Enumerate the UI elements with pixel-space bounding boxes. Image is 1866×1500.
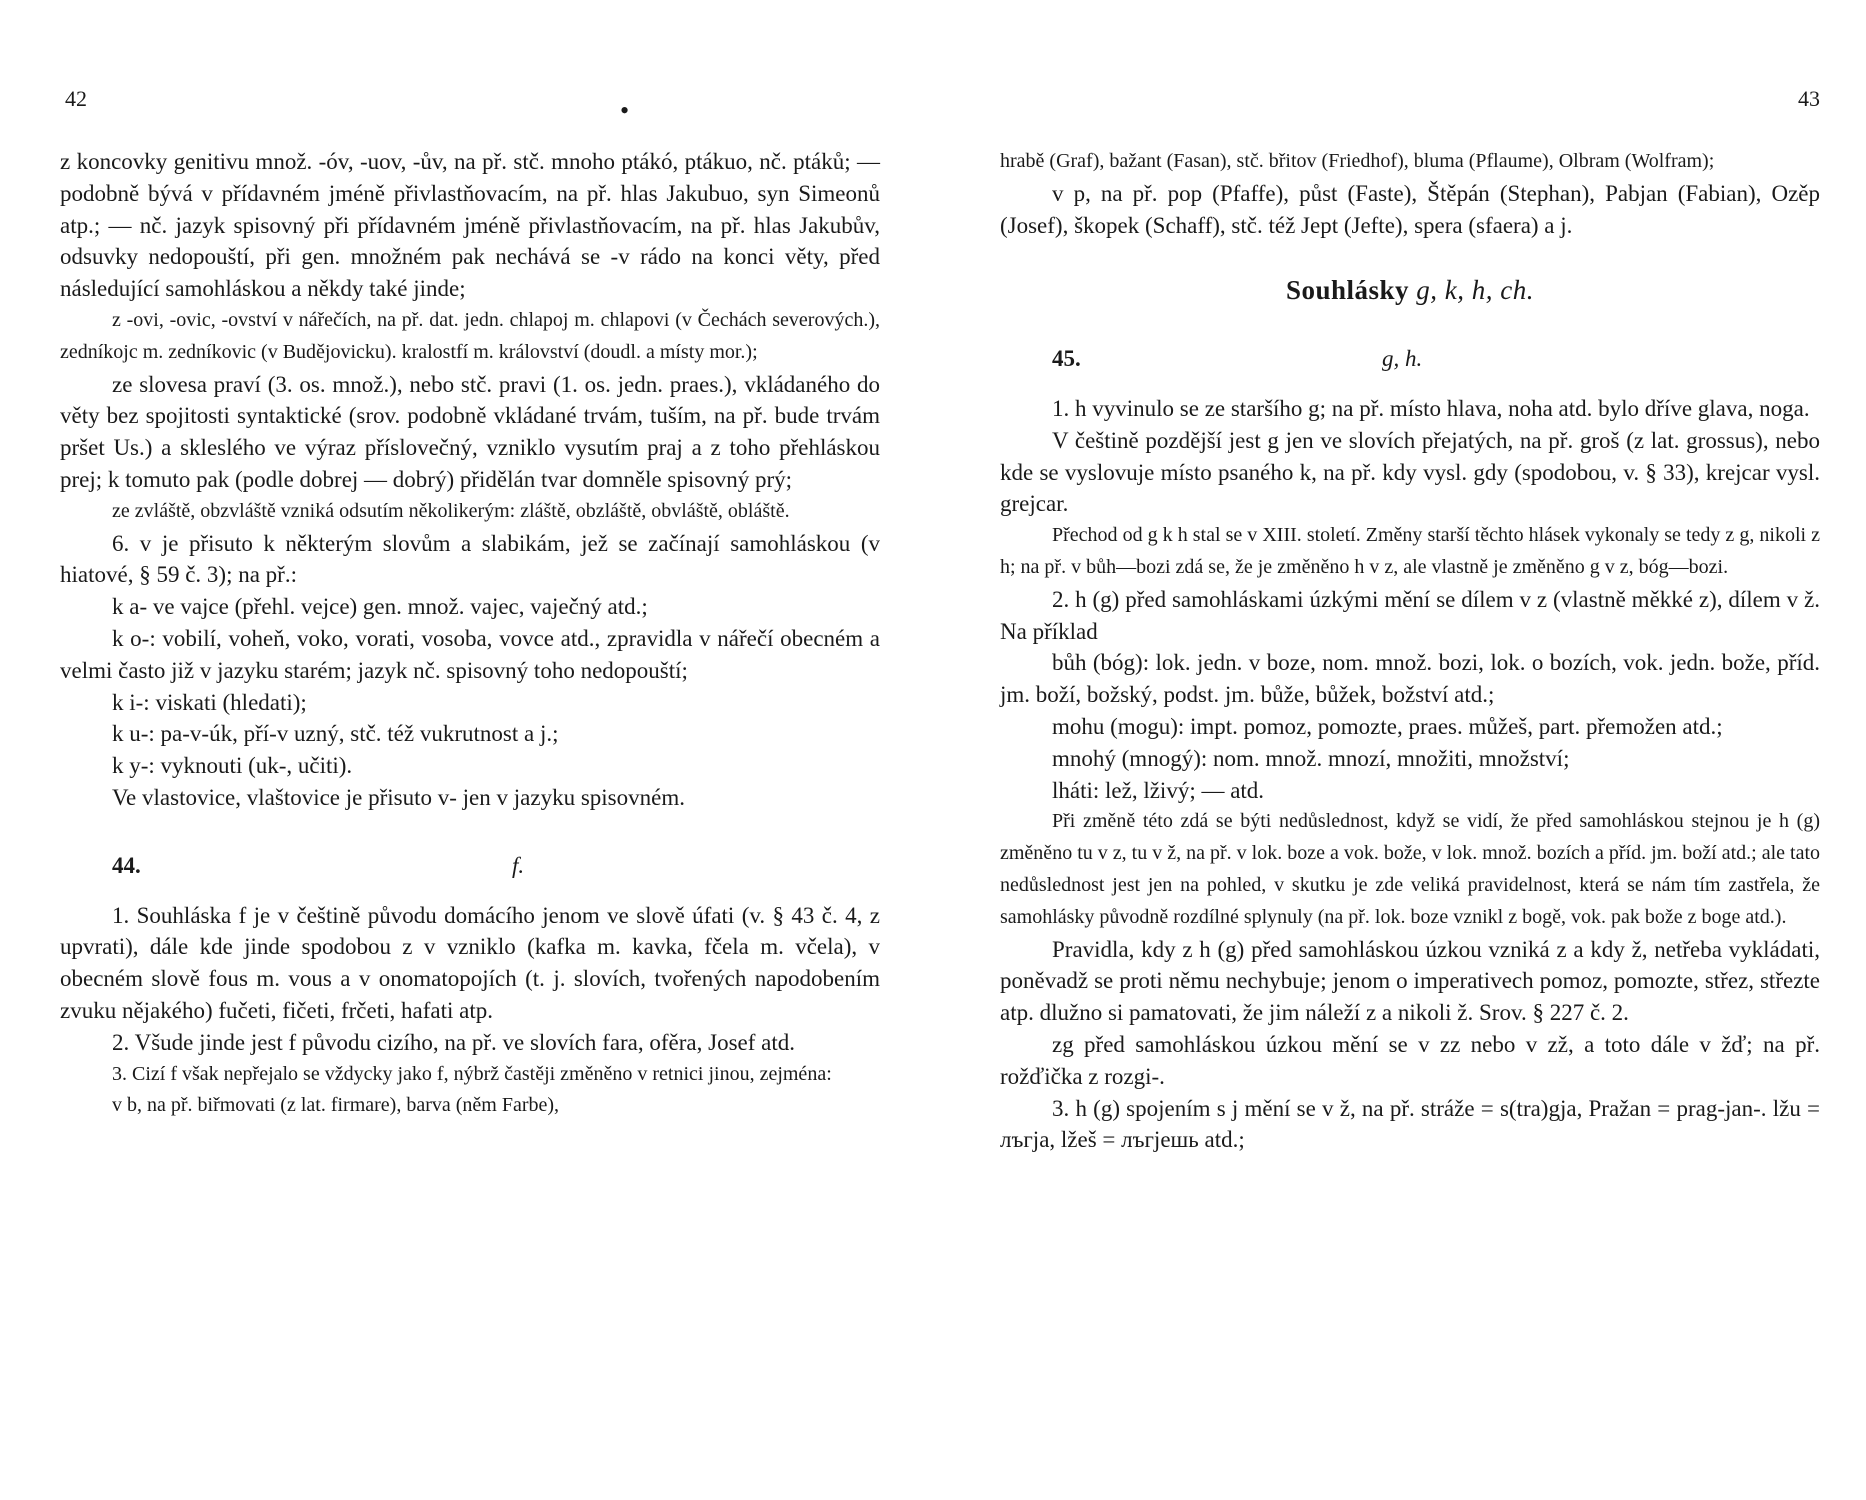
paragraph: 3. h (g) spojením s j mění se v ž, na př. stráže = s(tra)gja, Pražan = prag-jan-. lžu = лъгја, lžeš = лъгјешь atd.;: [1000, 1095, 1820, 1153]
paragraph: Pravidla, kdy z h (g) před samohláskou úzkou vzniká z a kdy ž, netřeba vykládati, poněvadž se proti němu nechybuje; jenom o imperativech pomoz, pomozte, střez, střezte atp. dlužno si pamatovati, že jim náleží z a nikoli ž. Srov. § 227 č. 2.: [1000, 936, 1820, 1026]
paragraph: lháti: lež, lživý; — atd.: [1052, 777, 1265, 803]
paragraph: bůh (bóg): lok. jedn. v boze, nom. množ. bozi, lok. o bozích, vok. jedn. bože, příd. jm. boží, božský, podst. jm. bůže, bůžek, božství atd.;: [1000, 650, 1820, 708]
section-letter: f.: [512, 852, 525, 878]
paragraph: Při změně této zdá se býti nedůslednost, když se vidí, že před samohláskou stejnou je h (g) změněno tu v z, tu v ž, na př. v lok. boze a vok. bože, v lok. množ. bozích a příd. jm. boží atd.; ale tato nedůslednost jest jen na pohled, v skutku je zde veliká pravidelnost, která se nám tím zastřela, že samohlásky původně rozdílné splynuly (na př. lok. boze vznikl z bogě, vok. pak bože z boge atd.).: [1000, 810, 1820, 928]
section-heading-45: [1000, 343, 1820, 375]
paragraph: z koncovky genitivu množ. -óv, -uov, -ův, na př. stč. mnoho ptákó, ptákuo, nč. ptáků; — podobně bývá v přídavném jméně přivlastňovacím, na př. hlas Jakubuo, syn Simeonů atp.; — nč. jazyk spisovný při přídavném jméně přivlastňovacím, na př. hlas Jakubův, odsuvky nedopouští, při gen. množném pak nechává se -v rádo na konci věty, před následující samohláskou a někdy také jinde;: [60, 149, 880, 302]
paragraph: ze slovesa praví (3. os. množ.), nebo stč. pravi (1. os. jedn. praes.), vkládaného do věty bez spojitosti syntaktické (srov. podobně vkládané trvám, tuším, na př. bude trvám pršet Us.) a skleslého ve výraz příslovečný, vzniklo vysutím praj a z toho přehláskou prej; k tomuto pak (podle dobrej — dobrý) přidělán tvar domněle spisovný prý;: [60, 371, 880, 492]
paragraph: zg před samohláskou úzkou mění se v zz nebo v zž, a toto dále v žď; na př. rožďička z rozgi-.: [1000, 1031, 1820, 1089]
paragraph: k o-: vobilí, voheň, voko, vorati, vosoba, vovce atd., zpravidla v nářečí obecném a velmi často již v jazyku starém; jazyk nč. spisovný toho nedopouští;: [60, 625, 880, 683]
right-page: [1000, 0, 1820, 1500]
page-number-left: 42: [65, 86, 87, 111]
paragraph: 1. h vyvinulo se ze staršího g; na př. místo hlava, noha atd. bylo dříve glava, noga.: [1052, 395, 1810, 421]
left-page: [60, 0, 880, 1500]
section-heading-44: [60, 850, 880, 882]
paragraph: k y-: vyknouti (uk-, učiti).: [112, 753, 353, 779]
paragraph: 2. Všude jinde jest f původu cizího, na př. ve slovích fara, ofěra, Josef atd.: [112, 1029, 795, 1055]
chapter-heading: [1000, 275, 1820, 307]
right-page-text: [1000, 146, 1820, 1156]
paragraph: mnohý (mnogý): nom. množ. mnozí, množiti, množství;: [1052, 745, 1570, 771]
left-page-text: [60, 146, 880, 1122]
paragraph: mohu (mogu): impt. pomoz, pomozte, praes. můžeš, part. přemožen atd.;: [1052, 713, 1723, 739]
heading-bold: Souhlásky: [1285, 275, 1410, 306]
section-number: 44.: [112, 852, 141, 878]
paragraph: ze zvláště, obzvláště vzniká odsutím několikerým: zláště, obzláště, obvláště, obláště.: [112, 499, 790, 522]
paragraph: z -ovi, -ovic, -ovství v nářečích, na př. dat. jedn. chlapoj m. chlapovi (v Čechách severových.), zedníkojc m. zedníkovic (v Budějovicku). kralostfí m. království (doudl. a místy mor.);: [60, 308, 880, 363]
paragraph: 2. h (g) před samohláskami úzkými mění se dílem v z (vlastně měkké z), dílem v ž. Na příklad: [1000, 586, 1820, 644]
section-number: 45.: [1052, 346, 1081, 372]
page-number-right: 43: [1798, 86, 1820, 111]
paragraph: 6. v je přisuto k některým slovům a slabikám, jež se začínají samohláskou (v hiatové, § 59 č. 3); na př.:: [60, 530, 880, 588]
paragraph: k u-: pa-v-úk, pří-v uzný, stč. též vukrutnost a j.;: [112, 721, 559, 747]
paragraph: k i-: viskati (hledati);: [112, 689, 307, 715]
printer-mark: •: [620, 96, 630, 125]
paragraph: Ve vlastovice, vlaštovice je přisuto v- jen v jazyku spisovném.: [112, 784, 685, 810]
paragraph: 3. Cizí f však nepřejalo se vždycky jako f, nýbrž častěji změněno v retnici jinou, zejména:: [112, 1062, 832, 1085]
paragraph: 1. Souhláska f je v češtině původu domácího jenom ve slově úfati (v. § 43 č. 4, z upvrati), dále kde jinde spodobou z v vzniklo (kafka m. kavka, fčela m. včela), v obecném slově fous m. vous a v onomatopojích (t. j. slovích, tvořených napodobením zvuku nějakého) fučeti, fičeti, frčeti, hafati atp.: [60, 902, 880, 1023]
paragraph: V češtině pozdější jest g jen ve slovích přejatých, na př. groš (z lat. grossus), nebo kde se vyslovuje místo psaného k, na př. kdy vysl. gdy (spodobou, v. § 33), krejcar vysl. grejcar.: [1000, 427, 1820, 517]
paragraph: v b, na př. biřmovati (z lat. firmare), barva (něm Farbe),: [112, 1094, 560, 1117]
paragraph: Přechod od g k h stal se v XIII. století. Změny starší těchto hlásek vykonaly se tedy z g, nikoli z h; na př. v bůh—bozi zdá se, že je změněno h v z, ale vlastně je změněno g v z, bóg—bozi.: [1000, 524, 1820, 578]
paragraph: k a- ve vajce (přehl. vejce) gen. množ. vajec, vaječný atd.;: [112, 594, 648, 620]
paragraph: v p, na př. pop (Pfaffe), půst (Faste), Štěpán (Stephan), Pabjan (Fabian), Ozěp (Josef), škopek (Schaff), stč. též Jept (Jefte), spera (sfaera) a j.: [1000, 180, 1820, 238]
section-letter: g, h.: [1382, 346, 1423, 372]
heading-italic: g, k, h, ch.: [1416, 275, 1535, 306]
paragraph: hrabě (Graf), bažant (Fasan), stč. břitov (Friedhof), bluma (Pflaume), Olbram (Wolfram);: [1000, 150, 1715, 172]
